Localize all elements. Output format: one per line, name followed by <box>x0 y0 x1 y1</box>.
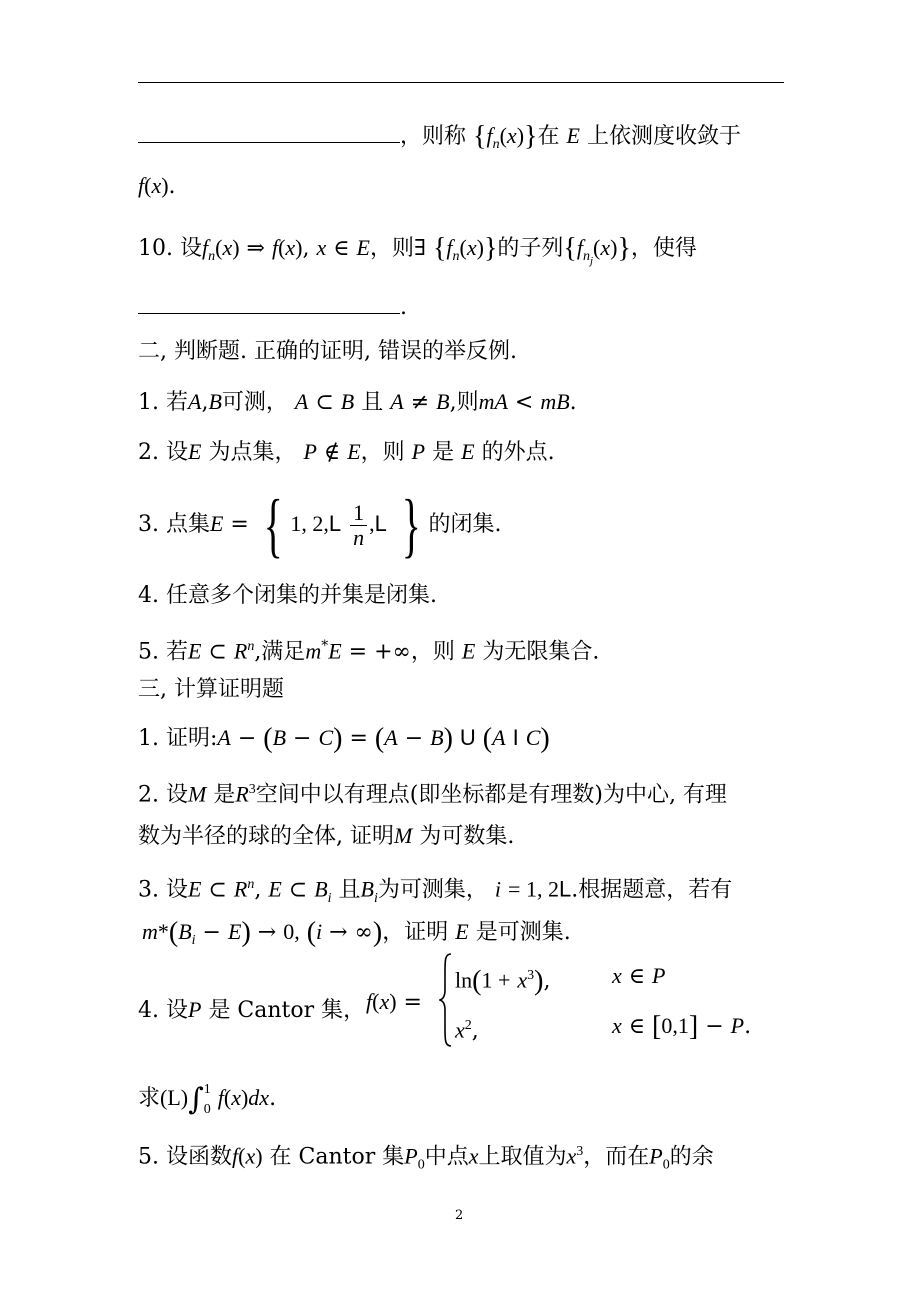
calc-2-line2: 数为半径的球的全体, 证明M 为可数集. <box>138 823 515 849</box>
section-3-title: 三, 计算证明题 <box>138 677 284 702</box>
judge-1: 1. 若A,B可测， A ⊂ B 且 A ≠ B,则mA < mB. <box>138 389 577 415</box>
calc-3-line1: 3. 设E ⊂ $R^n$, E ⊂ $B_i$ 且$B_i$为可测集， i = 1, 2L.根据题意，若有 <box>138 876 733 906</box>
calc-1: 1. 证明:A − (B − C) = (A − B) U (A I C) <box>138 723 550 754</box>
calc-2-line1: 2. 设M 是$R^3$空间中以有理点(即坐标都是有理数)为中心, 有理 <box>138 781 727 808</box>
header-rule <box>138 82 784 83</box>
judge-3: 3. 点集E = { 1, 2,L $\frac{1}{n}$ ,L } 的闭集. <box>138 485 502 565</box>
piecewise-case-1: $\ln(1 + x^3)$, <box>455 965 551 997</box>
calc-4-line2: 求$(L)\int_0^1$ f(x)dx. <box>138 1082 277 1117</box>
answer-blank-2 <box>138 293 400 314</box>
piecewise-case-2: $x^2$, <box>455 1017 479 1044</box>
calc-5: 5. 设函数f(x) 在 Cantor 集$P_0$中点x上取值为$x^3$，而在$P_0$的余 <box>138 1143 714 1173</box>
calc-4-line1: 4. 设P 是 Cantor 集， <box>138 997 366 1023</box>
judge-4: 4. 任意多个闭集的并集是闭集. <box>138 583 437 608</box>
section-2-title: 二, 判断题. 正确的证明, 错误的举反例. <box>138 339 517 364</box>
answer-blank <box>138 122 400 143</box>
line-fx: f(x). <box>138 173 176 199</box>
piecewise-lhs: f(x) = <box>366 989 422 1015</box>
calc-3-line2: $m*(B_i - E) \to 0$, (i → ∞)，证明 E 是可测集. <box>142 917 571 949</box>
page-number: 2 <box>455 1208 464 1223</box>
judge-2: 2. 设E 为点集， P ∉ E，则 P 是 E 的外点. <box>138 439 555 465</box>
line-blank-2: . <box>138 292 407 324</box>
question-10: 10. 设$f_n(x)$ ⇒ f(x), x ∈ E，则∃ $\{f_n(x)\}$的子列$\{f_{n_j}(x)\}$，使得 <box>138 233 697 268</box>
piecewise-cond-1: x ∈ P <box>612 963 666 989</box>
piecewise-cond-2: x ∈ [0,1] − P. <box>612 1011 752 1042</box>
piecewise-brace <box>439 952 453 1048</box>
judge-5: 5. 若E ⊂ $R^n$,满足m*E = +∞，则 E 为无限集合. <box>138 638 600 665</box>
line-definition-end: ，则称 $\{f_n(x)\}$在 E 上依测度收敛于 <box>138 120 741 161</box>
